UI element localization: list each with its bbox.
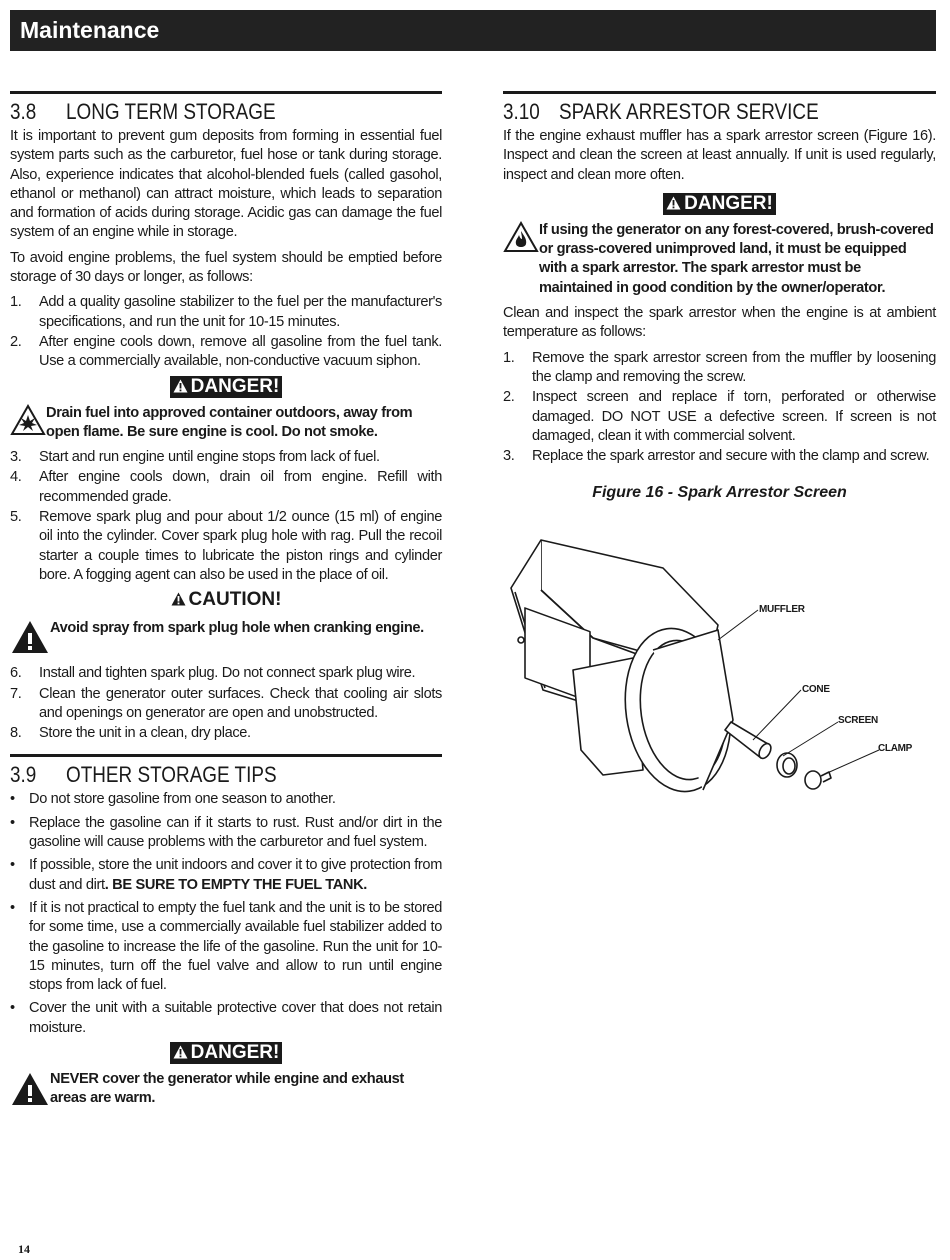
section-number: 3.8 (10, 99, 37, 124)
steps-list (10, 293, 442, 371)
paragraph: If the engine exhaust muffler has a spark arrestor screen (Figure 16). Inspect and clean the screen at least annually. If unit is used regularly, inspect and clean more often. (503, 128, 936, 183)
list-item (503, 388, 936, 446)
danger-message (503, 221, 936, 298)
list-item (10, 333, 442, 372)
list-item (10, 448, 442, 467)
bullet-icon: • (10, 899, 15, 916)
list-item (10, 293, 442, 332)
tips-list (10, 790, 442, 1038)
danger-label: DANGER! (190, 375, 280, 397)
section-3-9-heading (10, 754, 442, 790)
bullet-text (29, 814, 442, 853)
list-item-number: 1. (503, 349, 515, 366)
bullet-item (10, 999, 442, 1038)
bullet-text-part: If possible, store the unit indoors and cover it to give protection from dust and dirt (29, 857, 442, 893)
bullet-text-part: Cover the unit with a suitable protective cover that does not retain moisture. (29, 1000, 442, 1036)
bullet-text (29, 790, 442, 809)
list-item-text: Clean the generator outer surfaces. Check that cooling air slots and openings on generator are open and unobstructed. (39, 685, 442, 721)
danger-text: NEVER cover the generator while engine and exhaust areas are warm. (50, 1070, 404, 1107)
list-item (503, 447, 936, 466)
section-number: 3.9 (10, 762, 37, 788)
list-item (10, 508, 442, 585)
spark-arrestor-figure (503, 530, 933, 810)
list-item-text: After engine cools down, remove all gasoline from the fuel tank. Use a commercially available, non-conductive vacuum siphon. (39, 333, 442, 370)
list-item-text: Start and run engine until engine stops from lack of fuel. (39, 449, 380, 466)
caution-label: CAUTION! (188, 589, 282, 611)
list-item-text: Replace the spark arrestor and secure with the clamp and screw. (532, 448, 930, 465)
paragraph: It is important to prevent gum deposits from forming in essential fuel system parts such as the carburetor, fuel hose or tank during storage. Also, experience indicates that alcohol-blended fuels (called gasohol, ethanol or methanol) can attract moisture, which leads to separation and formation of acids during storage. Acidic gas can damage the fuel system of an engine while in storage. (10, 128, 442, 241)
list-item (10, 664, 442, 683)
list-item-number: 2. (10, 333, 22, 350)
danger-text: Drain fuel into approved container outdoors, away from open flame. Be sure engine is cool. Do not smoke. (46, 404, 413, 440)
paragraph: Clean and inspect the spark arrestor when the engine is at ambient temperature as follows: (503, 305, 936, 341)
bullet-icon: • (10, 1000, 15, 1017)
danger-message (10, 1070, 442, 1109)
danger-badge (10, 376, 442, 398)
figure-caption: Figure 16 - Spark Arrestor Screen (592, 484, 847, 502)
right-column (503, 91, 936, 502)
danger-label: DANGER! (684, 192, 773, 214)
section-3-8-heading (10, 91, 442, 127)
paragraph: To avoid engine problems, the fuel system should be emptied before storage of 30 days or longer, as follows: (10, 249, 442, 286)
caution-badge (10, 589, 442, 611)
cone-callout: CONE (802, 684, 830, 695)
list-item-number: 8. (10, 725, 22, 742)
bullet-bold-text: . BE SURE TO EMPTY THE FUEL TANK. (104, 876, 368, 893)
danger-message (10, 404, 442, 443)
section-title: LONG TERM STORAGE (66, 99, 276, 124)
screen-callout: SCREEN (838, 715, 878, 726)
danger-badge (503, 193, 936, 215)
danger-badge (10, 1042, 442, 1064)
list-item-number: 5. (10, 509, 22, 526)
bullet-text (29, 999, 442, 1038)
section-title: OTHER STORAGE TIPS (66, 762, 277, 788)
muffler-callout: MUFFLER (759, 604, 805, 615)
steps-list (503, 349, 936, 467)
steps-list (10, 448, 442, 585)
page-title: Maintenance (20, 17, 160, 43)
list-item-text: Inspect screen and replace if torn, perforated or otherwise damaged. DO NOT USE a defective screen. If screen is not damaged, clean it with commercial solvent. (532, 389, 936, 444)
caution-message (10, 617, 442, 654)
warning-triangle-icon (171, 592, 186, 606)
list-item-number: 4. (10, 469, 22, 486)
bullet-icon: • (10, 857, 15, 874)
section-title: SPARK ARRESTOR SERVICE (559, 99, 819, 124)
list-item-number: 7. (10, 685, 22, 702)
list-item-number: 2. (503, 389, 515, 406)
explosion-icon (10, 404, 46, 436)
list-item-number: 3. (503, 448, 515, 465)
left-column (10, 91, 442, 1115)
list-item-text: Remove spark plug and pour about 1/2 ounce (15 ml) of engine oil into the cylinder. Cover spark plug hole with rag. Pull the recoil starter a couple times to lubricate the piston rings and cylinder bore. A fogging agent can also be used in the place of oil. (39, 509, 442, 583)
list-item-text: After engine cools down, drain oil from engine. Refill with recommended grade. (39, 469, 442, 505)
bullet-text (29, 899, 442, 995)
caution-text: Avoid spray from spark plug hole when cranking engine. (50, 620, 424, 637)
list-item (10, 685, 442, 724)
clamp-callout: CLAMP (878, 743, 913, 754)
list-item (10, 468, 442, 507)
list-item-number: 3. (10, 449, 22, 466)
bullet-text (29, 856, 442, 895)
bullet-item (10, 814, 442, 853)
bullet-item (10, 899, 442, 995)
bullet-icon: • (10, 791, 15, 808)
list-item-text: Store the unit in a clean, dry place. (39, 725, 251, 742)
warning-triangle-icon (173, 1045, 188, 1059)
section-3-10-heading (503, 91, 936, 127)
warning-triangle-icon (173, 379, 188, 393)
list-item-text: Install and tighten spark plug. Do not connect spark plug wire. (39, 665, 416, 682)
list-item (10, 724, 442, 743)
header-bar (10, 10, 936, 51)
section-number: 3.10 (503, 99, 540, 124)
bullet-icon: • (10, 814, 15, 831)
danger-text: If using the generator on any forest-covered, brush-covered or grass-covered unimproved land, it must be equipped with a spark arrestor. The spark arrestor must be maintained in good condition by the owner/operator. (539, 221, 934, 296)
bullet-text-part: If it is not practical to empty the fuel tank and the unit is to be stored for some time, use a commercially available fuel stabilizer added to the gasoline to increase the life of the gasoline. Run the unit for 10-15 minutes, turn off the fuel valve and allow to run until engine stops from lack of fuel. (29, 899, 442, 994)
muffler-illustration (503, 530, 933, 810)
exclamation-triangle-icon (10, 620, 50, 654)
list-item (503, 349, 936, 388)
bullet-text-part: Replace the gasoline can if it starts to rust. Rust and/or dirt in the gasoline will cause problems with the carburetor and fuel system. (29, 814, 442, 851)
list-item-text: Add a quality gasoline stabilizer to the fuel per the manufacturer's specifications, and run the unit for 10-15 minutes. (39, 294, 442, 330)
danger-label: DANGER! (190, 1041, 280, 1063)
bullet-item (10, 856, 442, 895)
list-item-text: Remove the spark arrestor screen from the muffler by loosening the clamp and removing the screw. (532, 349, 936, 385)
page-number: 14 (18, 1242, 30, 1256)
list-item-number: 6. (10, 665, 22, 682)
list-item-number: 1. (10, 294, 22, 311)
steps-list (10, 664, 442, 743)
bullet-text-part: Do not store gasoline from one season to another. (29, 791, 336, 808)
bullet-item (10, 790, 442, 809)
warning-triangle-icon (666, 196, 681, 210)
fire-icon (503, 221, 539, 253)
exclamation-triangle-icon (10, 1072, 50, 1106)
